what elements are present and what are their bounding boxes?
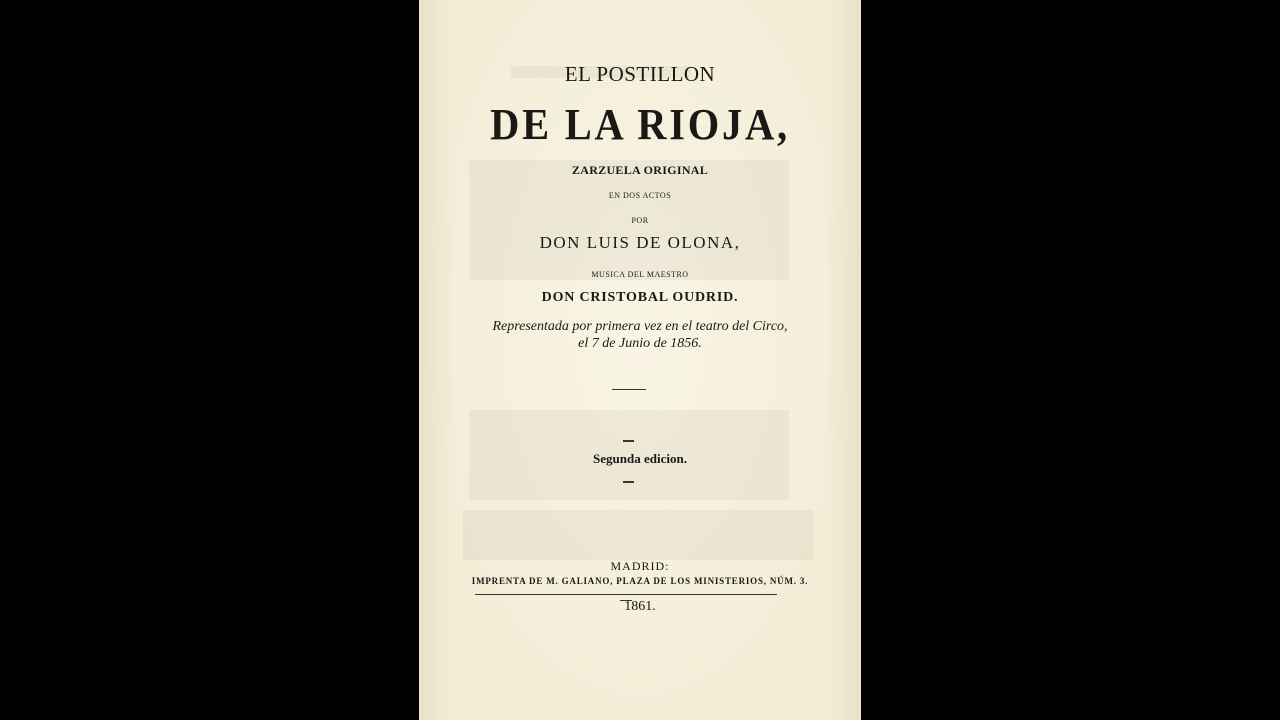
title-line-2: DE LA RIOJA, xyxy=(490,100,790,149)
author-name: DON LUIS DE OLONA, xyxy=(539,233,741,252)
genre-label: ZARZUELA ORIGINAL xyxy=(571,163,709,177)
divider-rule xyxy=(612,389,646,390)
divider-rule xyxy=(623,481,634,483)
music-by-label: MUSICA DEL MAESTRO xyxy=(591,270,689,279)
acts-label: EN DOS ACTOS xyxy=(608,191,672,200)
composer-name: DON CRISTOBAL OUDRID. xyxy=(541,290,739,305)
by-label: POR xyxy=(631,216,649,225)
year-label: 1861. xyxy=(624,599,656,614)
edition-label: Segunda edicion. xyxy=(593,451,687,466)
title-line-1: EL POSTILLON xyxy=(564,62,716,86)
bleed-through-texture xyxy=(463,510,813,560)
city-label: MADRID: xyxy=(610,559,670,573)
printer-label: IMPRENTA DE M. GALIANO, PLAZA DE LOS MINISTERIOS, NÚM. 3. xyxy=(471,576,809,586)
imprint-rule xyxy=(475,594,777,595)
divider-rule xyxy=(623,440,634,442)
premiere-line-1: Representada por primera vez en el teatro del Circo, xyxy=(492,319,788,334)
title-page xyxy=(419,0,861,720)
premiere-line-2: el 7 de Junio de 1856. xyxy=(578,336,702,351)
